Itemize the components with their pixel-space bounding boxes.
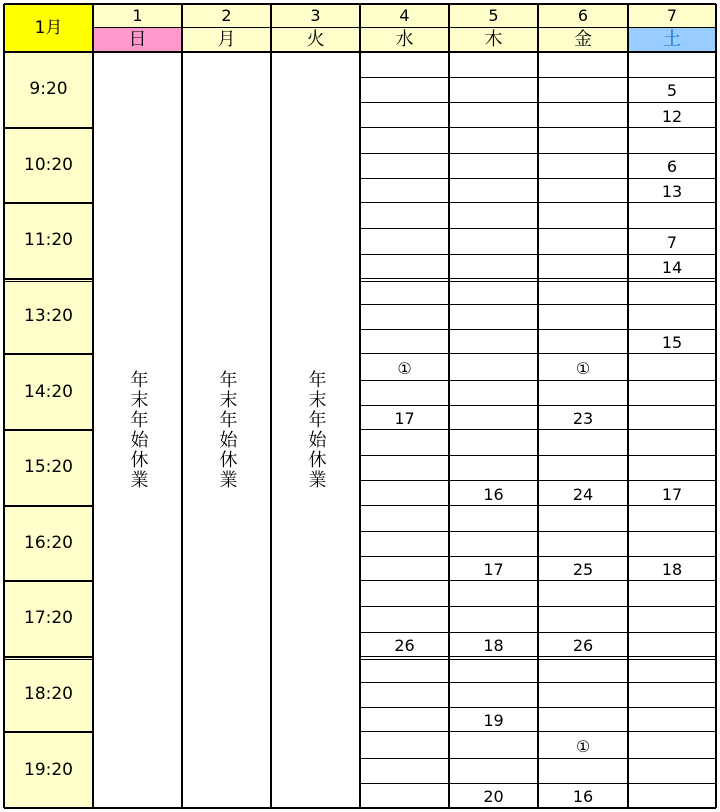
- month-label: 1月: [4, 4, 93, 52]
- slot-cell: [360, 682, 449, 707]
- slot-cell: [449, 606, 538, 631]
- grid-double-line: [360, 281, 716, 282]
- time-slot-label: 18:20: [4, 657, 93, 733]
- slot-cell: [449, 228, 538, 253]
- slot-cell: [449, 758, 538, 783]
- slot-cell: [449, 354, 538, 379]
- weekday-3: 火: [271, 28, 360, 52]
- slot-cell: ①: [575, 358, 591, 378]
- slot-cell: ①: [575, 736, 591, 756]
- time-slot-label: 10:20: [4, 128, 93, 204]
- grid-hline: [4, 202, 93, 204]
- slot-cell: [628, 732, 716, 757]
- grid-hline-thin: [360, 329, 716, 330]
- grid-double-line: [360, 659, 716, 660]
- slot-cell: 13: [661, 182, 683, 202]
- slot-cell: [449, 455, 538, 480]
- grid-hline: [4, 51, 716, 53]
- slot-cell: [538, 581, 628, 606]
- slot-cell: [360, 203, 449, 228]
- grid-hline-thin: [360, 531, 716, 532]
- slot-cell: [538, 102, 628, 127]
- slot-cell: [628, 657, 716, 682]
- slot-cell: [449, 279, 538, 304]
- slot-cell: [360, 279, 449, 304]
- slot-cell: [538, 203, 628, 228]
- slot-cell: 5: [666, 81, 678, 101]
- slot-cell: [449, 506, 538, 531]
- grid-hline-thin: [360, 758, 716, 759]
- day-number-5: 5: [449, 4, 538, 28]
- slot-cell: [538, 682, 628, 707]
- day-number-3: 3: [271, 4, 360, 28]
- slot-cell: [360, 380, 449, 405]
- grid-vline: [92, 4, 94, 808]
- holiday-cell: [182, 52, 271, 808]
- grid-hline-thin: [360, 556, 716, 557]
- slot-cell: [360, 178, 449, 203]
- slot-cell: [628, 430, 716, 455]
- weekday-7: 土: [628, 28, 716, 52]
- slot-cell: [628, 354, 716, 379]
- slot-cell: 6: [666, 156, 678, 176]
- grid-hline: [360, 353, 716, 354]
- slot-cell: [360, 506, 449, 531]
- slot-cell: 26: [572, 635, 594, 655]
- grid-hline-thin: [360, 707, 716, 708]
- slot-cell: [628, 758, 716, 783]
- time-slot-label: 16:20: [4, 506, 93, 582]
- slot-cell: [538, 430, 628, 455]
- slot-cell: [449, 77, 538, 102]
- grid-double-line: [4, 659, 93, 660]
- slot-cell: [628, 707, 716, 732]
- slot-cell: [360, 581, 449, 606]
- slot-cell: 16: [483, 484, 504, 504]
- grid-vline: [181, 4, 183, 808]
- grid-vline: [715, 4, 717, 808]
- slot-cell: 15: [661, 333, 683, 353]
- slot-cell: [449, 153, 538, 178]
- slot-cell: [628, 405, 716, 430]
- slot-cell: [538, 758, 628, 783]
- grid-hline-thin: [360, 77, 716, 78]
- grid-hline-thin: [360, 783, 716, 784]
- slot-cell: [628, 506, 716, 531]
- slot-cell: 18: [483, 635, 504, 655]
- slot-cell: [538, 128, 628, 153]
- day-number-2: 2: [182, 4, 271, 28]
- weekday-1: 日: [93, 28, 182, 52]
- holiday-text: 年末年始休業: [216, 370, 238, 490]
- slot-cell: 20: [483, 786, 504, 806]
- slot-cell: [360, 707, 449, 732]
- slot-cell: [449, 430, 538, 455]
- grid-hline-thin: [360, 228, 716, 229]
- grid-hline-thin: [360, 606, 716, 607]
- holiday-cell: [93, 52, 182, 808]
- time-slot-label: 13:20: [4, 279, 93, 355]
- slot-cell: [360, 657, 449, 682]
- slot-cell: [538, 279, 628, 304]
- grid-hline: [360, 731, 716, 732]
- grid-hline-thin: [360, 153, 716, 154]
- slot-cell: [360, 783, 449, 808]
- grid-hline: [93, 27, 716, 28]
- day-number-1: 1: [93, 4, 182, 28]
- slot-cell: [449, 682, 538, 707]
- slot-cell: [360, 128, 449, 153]
- slot-cell: [449, 128, 538, 153]
- slot-cell: [628, 632, 716, 657]
- slot-cell: [360, 153, 449, 178]
- grid-vline: [359, 4, 361, 808]
- day-number-4: 4: [360, 4, 449, 28]
- time-slot-label: 17:20: [4, 581, 93, 657]
- slot-cell: 17: [661, 484, 683, 504]
- slot-cell: 23: [572, 408, 594, 428]
- grid-hline-thin: [360, 405, 716, 406]
- slot-cell: [449, 178, 538, 203]
- grid-hline: [4, 580, 93, 582]
- slot-cell: [449, 657, 538, 682]
- time-slot-label: 11:20: [4, 203, 93, 279]
- slot-cell: [449, 581, 538, 606]
- slot-cell: [628, 606, 716, 631]
- slot-cell: 24: [572, 484, 594, 504]
- weekday-6: 金: [538, 28, 628, 52]
- slot-cell: [360, 430, 449, 455]
- holiday-cell: [271, 52, 360, 808]
- slot-cell: [449, 732, 538, 757]
- grid-hline: [4, 429, 93, 431]
- grid-hline: [4, 127, 93, 129]
- grid-hline-thin: [360, 254, 716, 255]
- grid-hline: [360, 656, 716, 657]
- grid-vline: [537, 4, 539, 808]
- grid-hline: [4, 656, 93, 658]
- slot-cell: [538, 304, 628, 329]
- slot-cell: [360, 329, 449, 354]
- grid-hline: [4, 353, 93, 355]
- slot-cell: 17: [394, 408, 415, 428]
- slot-cell: [538, 52, 628, 77]
- slot-cell: 14: [661, 257, 683, 277]
- slot-cell: [360, 77, 449, 102]
- slot-cell: [628, 581, 716, 606]
- slot-cell: 18: [661, 560, 683, 580]
- slot-cell: [628, 304, 716, 329]
- grid-vline: [270, 4, 272, 808]
- slot-cell: [538, 380, 628, 405]
- slot-cell: 19: [483, 711, 504, 731]
- slot-cell: [538, 329, 628, 354]
- holiday-text: 年末年始休業: [305, 370, 327, 490]
- slot-cell: [538, 606, 628, 631]
- slot-cell: [628, 455, 716, 480]
- slot-cell: [449, 380, 538, 405]
- grid-hline-thin: [360, 632, 716, 633]
- slot-cell: [360, 732, 449, 757]
- grid-hline-thin: [360, 178, 716, 179]
- slot-cell: [360, 606, 449, 631]
- slot-cell: [538, 153, 628, 178]
- time-slot-label: 14:20: [4, 354, 93, 430]
- weekday-5: 木: [449, 28, 538, 52]
- slot-cell: [449, 304, 538, 329]
- slot-cell: [360, 455, 449, 480]
- slot-cell: [449, 531, 538, 556]
- grid-hline: [360, 429, 716, 430]
- slot-cell: [538, 657, 628, 682]
- slot-cell: [360, 228, 449, 253]
- grid-hline-thin: [360, 102, 716, 103]
- grid-hline: [4, 731, 93, 733]
- grid-hline: [4, 278, 93, 280]
- grid-hline: [360, 278, 716, 279]
- slot-cell: ①: [397, 358, 412, 378]
- slot-cell: [628, 682, 716, 707]
- holiday-text: 年末年始休業: [127, 370, 149, 490]
- slot-cell: [538, 178, 628, 203]
- grid-double-line: [4, 281, 93, 282]
- slot-cell: [449, 102, 538, 127]
- slot-cell: 12: [661, 106, 683, 126]
- slot-cell: [360, 758, 449, 783]
- slot-cell: [538, 77, 628, 102]
- grid-hline: [4, 505, 93, 507]
- slot-cell: [449, 254, 538, 279]
- weekday-2: 月: [182, 28, 271, 52]
- slot-cell: [360, 102, 449, 127]
- slot-cell: [538, 531, 628, 556]
- slot-cell: [449, 405, 538, 430]
- slot-cell: [538, 707, 628, 732]
- grid-hline: [4, 807, 716, 809]
- slot-cell: [628, 783, 716, 808]
- grid-vline: [3, 4, 5, 808]
- slot-cell: [449, 52, 538, 77]
- slot-cell: [360, 480, 449, 505]
- grid-vline: [627, 4, 629, 808]
- slot-cell: [360, 556, 449, 581]
- slot-cell: [360, 304, 449, 329]
- grid-hline: [4, 3, 716, 5]
- slot-cell: [538, 506, 628, 531]
- slot-cell: [538, 455, 628, 480]
- grid-hline-thin: [360, 682, 716, 683]
- grid-hline: [360, 505, 716, 506]
- slot-cell: [449, 203, 538, 228]
- grid-hline-thin: [360, 380, 716, 381]
- slot-cell: [538, 228, 628, 253]
- day-number-6: 6: [538, 4, 628, 28]
- slot-cell: [449, 329, 538, 354]
- grid-vline: [448, 4, 450, 808]
- slot-cell: 26: [394, 635, 415, 655]
- slot-cell: 7: [666, 232, 678, 252]
- slot-cell: 17: [483, 560, 504, 580]
- slot-cell: [628, 279, 716, 304]
- slot-cell: [628, 380, 716, 405]
- slot-cell: [628, 203, 716, 228]
- weekday-4: 水: [360, 28, 449, 52]
- slot-cell: 16: [572, 786, 594, 806]
- grid-hline: [360, 580, 716, 581]
- grid-hline-thin: [360, 304, 716, 305]
- grid-hline: [360, 202, 716, 203]
- time-slot-label: 19:20: [4, 732, 93, 808]
- slot-cell: [538, 254, 628, 279]
- slot-cell: [628, 52, 716, 77]
- grid-hline: [360, 127, 716, 128]
- grid-hline-thin: [360, 480, 716, 481]
- slot-cell: 25: [572, 560, 594, 580]
- slot-cell: [628, 531, 716, 556]
- slot-cell: [360, 531, 449, 556]
- slot-cell: [628, 128, 716, 153]
- time-slot-label: 9:20: [4, 52, 93, 128]
- time-slot-label: 15:20: [4, 430, 93, 506]
- day-number-7: 7: [628, 4, 716, 28]
- slot-cell: [360, 52, 449, 77]
- slot-cell: [360, 254, 449, 279]
- grid-hline-thin: [360, 455, 716, 456]
